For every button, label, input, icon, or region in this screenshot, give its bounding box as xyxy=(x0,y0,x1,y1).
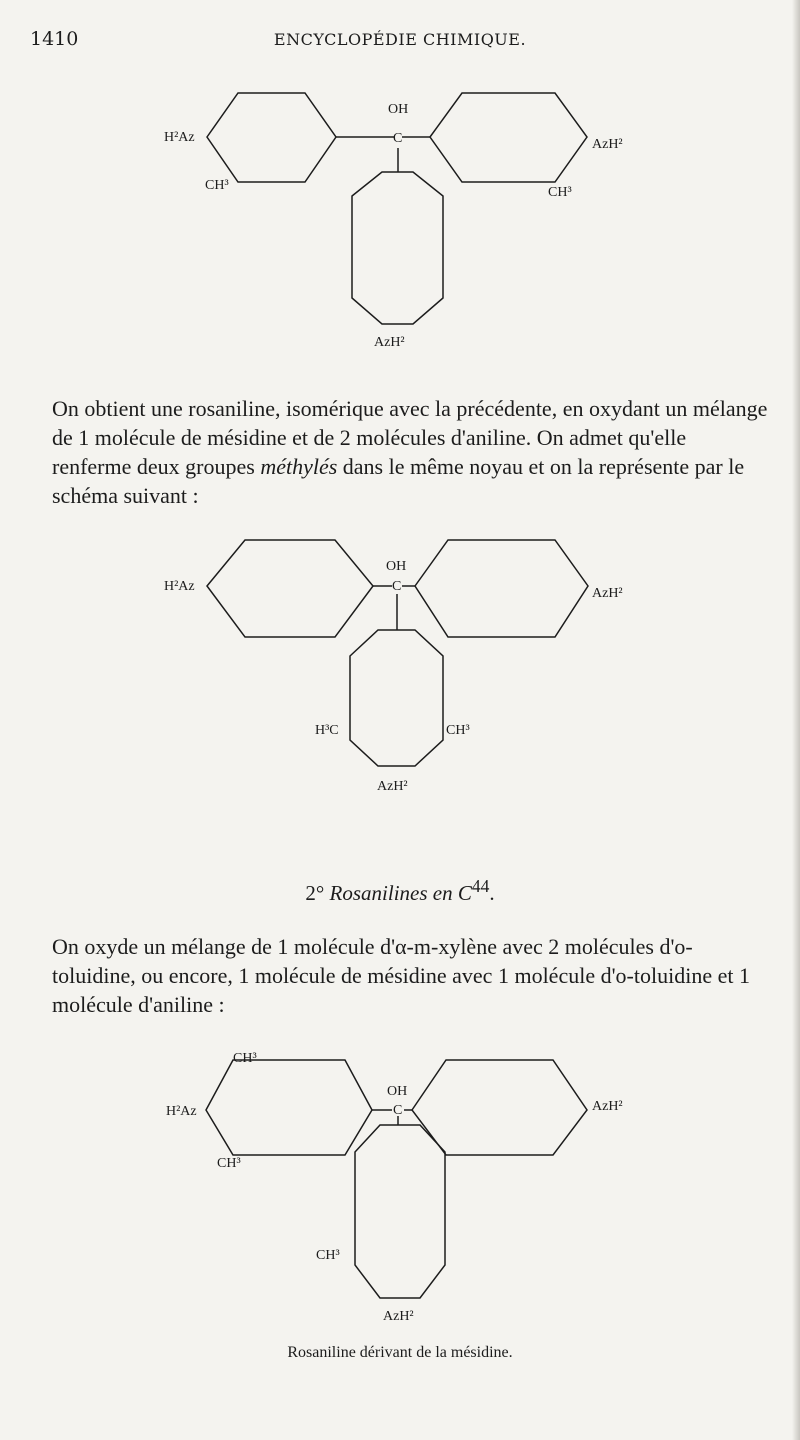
right-benzene-ring xyxy=(412,1060,587,1155)
left-benzene-ring xyxy=(207,540,373,637)
bottom-benzene-ring xyxy=(355,1125,445,1298)
bottom-benzene-ring xyxy=(350,630,443,766)
formula-label: OH xyxy=(388,102,409,117)
paragraph-2: On oxyde un mélange de 1 molécule d'α-m-xylène avec 2 molécules d'o-toluidine, ou encore, 1 molécule de mésidine avec 1 molécule d'o-toluidine et 1 molécule d'aniline : xyxy=(52,934,750,1017)
page-edge-shadow xyxy=(792,0,800,1440)
paragraph-1: On obtient une rosaniline, isomérique avec la précédente, en oxydant un mélange de 1 molécule de mésidine et de 2 molécules d'aniline. On admet qu'elle renferme deux groupes méthylés dans le même noyau et on la représente par le schéma suivant : xyxy=(52,396,768,508)
right-benzene-ring xyxy=(415,540,588,637)
left-benzene-ring xyxy=(206,1060,372,1155)
right-benzene-ring xyxy=(430,93,587,182)
formula-label: CH³ xyxy=(233,1051,257,1066)
left-benzene-ring xyxy=(207,93,336,182)
structural-formula-3 xyxy=(0,1040,800,1330)
section-heading: 2° Rosanilines en $C^{44}$. xyxy=(305,876,495,905)
formula-label: H²Az xyxy=(164,579,195,594)
formula-label: C xyxy=(393,131,403,146)
formula-label: H²Az xyxy=(164,130,195,145)
bottom-benzene-ring xyxy=(352,172,443,324)
formula-label: OH xyxy=(387,1084,408,1099)
formula-label: H²Az xyxy=(166,1104,197,1119)
formula-label: OH xyxy=(386,559,407,574)
formula-label: CH³ xyxy=(217,1156,241,1171)
formula-label: AzH² xyxy=(592,137,623,152)
structural-formula-1 xyxy=(0,80,800,360)
formula-label: H³C xyxy=(315,723,339,738)
formula-label: C xyxy=(392,579,402,594)
formula-label: AzH² xyxy=(383,1309,414,1324)
formula-label: CH³ xyxy=(316,1248,340,1263)
running-title: ENCYCLOPÉDIE CHIMIQUE. xyxy=(273,30,527,49)
formula-label: AzH² xyxy=(592,1099,623,1114)
italic-term: méthylés xyxy=(260,454,338,479)
formula-label: CH³ xyxy=(548,185,572,200)
formula-label: AzH² xyxy=(592,586,623,601)
structural-formula-2 xyxy=(0,530,800,810)
figure-caption: Rosaniline dérivant de la mésidine. xyxy=(287,1344,513,1361)
page-header xyxy=(30,28,770,58)
formula-label: AzH² xyxy=(377,779,408,794)
formula-label: AzH² xyxy=(374,335,405,350)
formula-label: C xyxy=(393,1103,403,1118)
page-number: 1410 xyxy=(30,28,79,50)
formula-label: CH³ xyxy=(205,178,229,193)
formula-label: CH³ xyxy=(446,723,470,738)
